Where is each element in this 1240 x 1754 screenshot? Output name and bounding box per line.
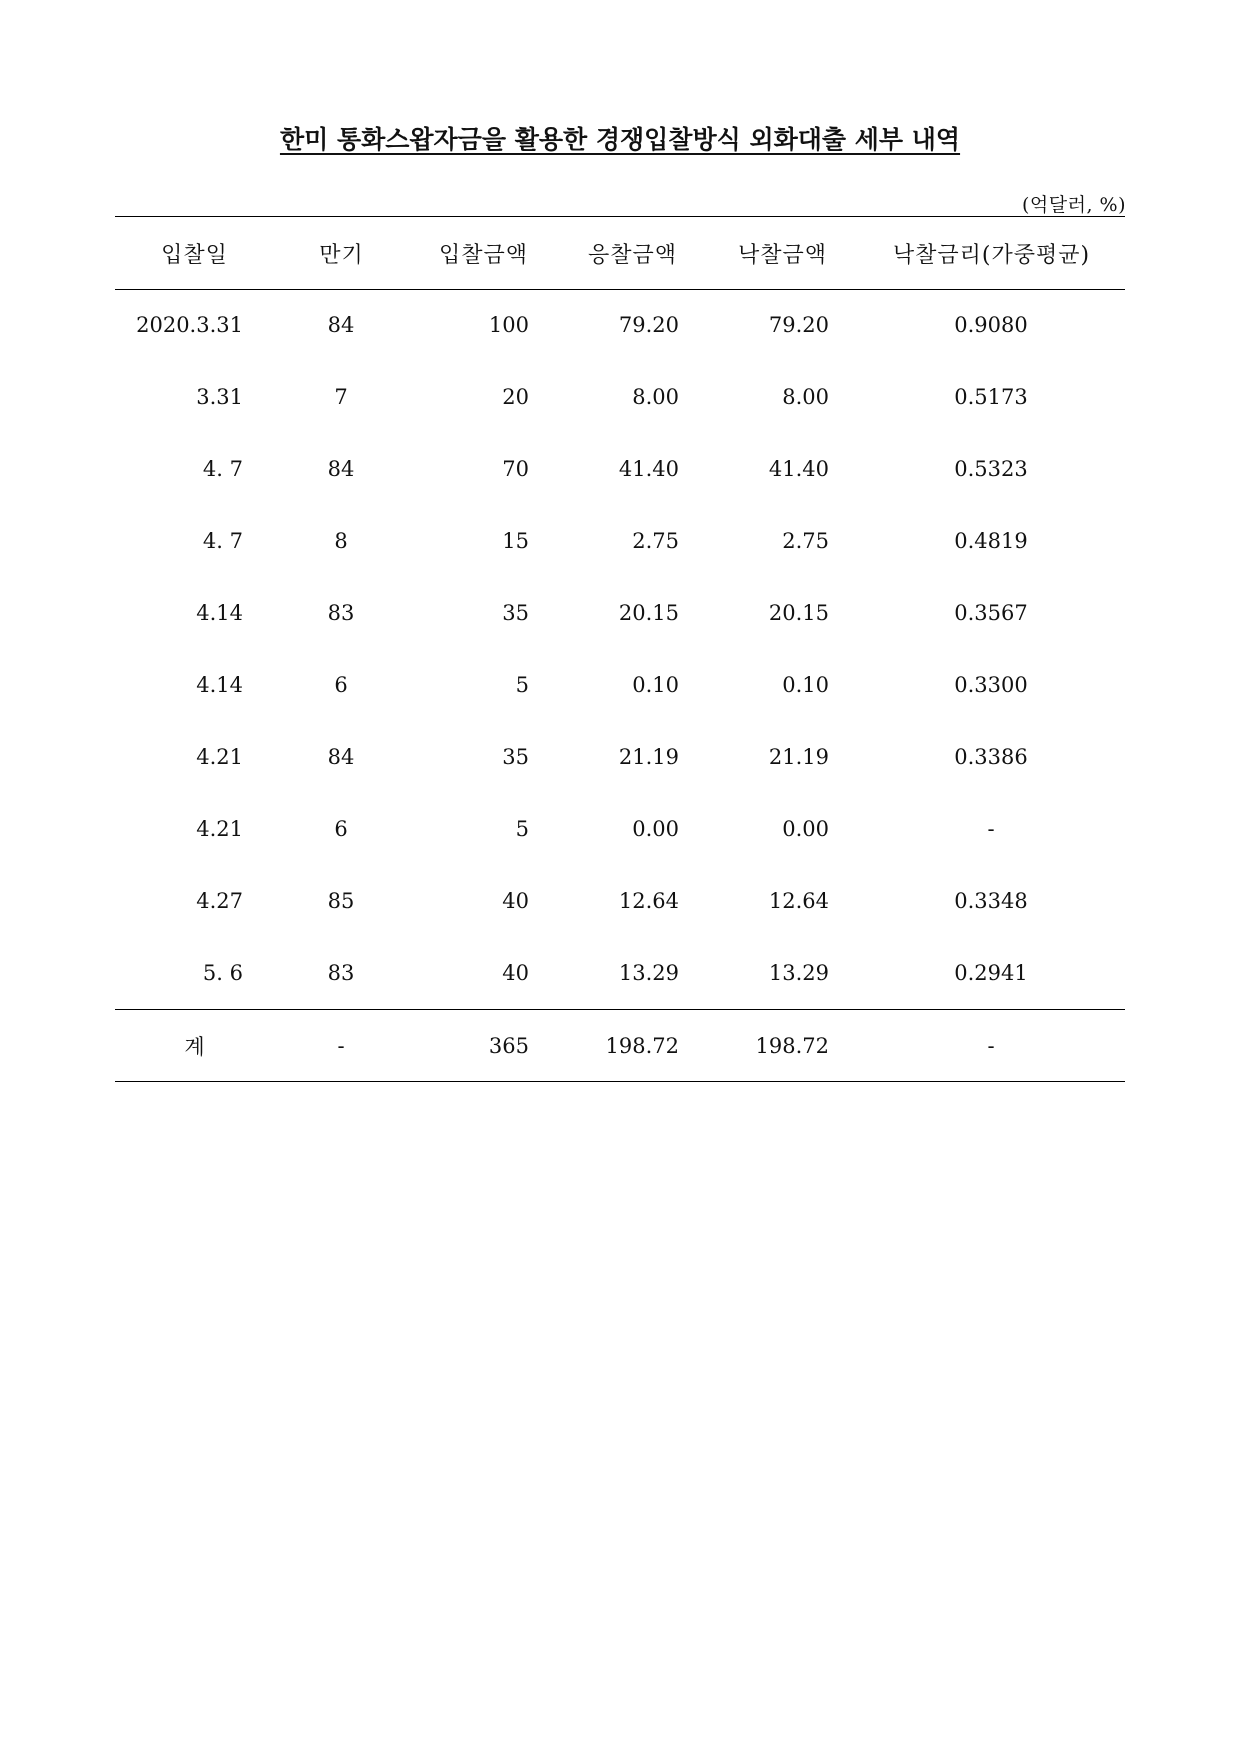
table-cell: 13.29 — [618, 961, 679, 985]
table-cell: 5 — [515, 817, 529, 841]
table-cell: 35 — [502, 745, 529, 769]
total-cell: 계 — [184, 1034, 205, 1059]
table-cell: 40 — [502, 961, 529, 985]
table-cell: 0.4819 — [954, 529, 1028, 553]
table-cell: 4. 7 — [202, 457, 243, 481]
table-cell: 15 — [502, 529, 529, 553]
page-title — [0, 120, 1240, 156]
table-cell: 8 — [334, 529, 348, 553]
table-row — [115, 290, 1125, 362]
table-cell: 5. 6 — [202, 961, 243, 985]
table-row — [115, 361, 1125, 433]
table-cell: 2.75 — [632, 529, 679, 553]
table-cell: 83 — [327, 961, 355, 985]
table-cell: 20 — [502, 385, 529, 409]
table-cell: 6 — [334, 673, 348, 697]
table-cell: 5 — [515, 673, 529, 697]
total-cell: - — [987, 1033, 995, 1058]
total-row — [115, 1010, 1125, 1082]
table-cell: - — [987, 817, 995, 841]
table-row — [115, 865, 1125, 937]
table-cell: 0.10 — [632, 673, 679, 697]
table-cell: 0.10 — [782, 673, 829, 697]
unit-label: (억달러, %) — [1021, 194, 1126, 216]
table-cell: 12.64 — [618, 889, 679, 913]
table-cell: 79.20 — [618, 313, 679, 337]
table-cell: 2.75 — [782, 529, 829, 553]
table-cell: 0.3348 — [954, 889, 1028, 913]
table-cell: 84 — [327, 457, 355, 481]
table-cell: 21.19 — [618, 745, 679, 769]
table-cell: 4.14 — [196, 673, 243, 697]
table-cell: 2020.3.31 — [136, 313, 243, 337]
table-cell: 6 — [334, 817, 348, 841]
title-text: 한미 통화스왑자금을 활용한 경쟁입찰방식 외화대출 세부 내역 — [279, 125, 961, 154]
table-cell: 84 — [327, 313, 355, 337]
table-cell: 83 — [327, 601, 355, 625]
column-header: 낙찰금리(가중평균) — [892, 242, 1091, 268]
total-cell: 198.72 — [755, 1033, 829, 1058]
table-cell: 20.15 — [618, 601, 679, 625]
table-row — [115, 649, 1125, 721]
table-cell: 41.40 — [618, 457, 679, 481]
table-cell: 0.5173 — [954, 385, 1028, 409]
column-header: 만기 — [319, 242, 364, 268]
column-header: 입찰일 — [161, 242, 228, 268]
table-cell: 40 — [502, 889, 529, 913]
table-cell: 0.00 — [782, 817, 829, 841]
table-row — [115, 505, 1125, 577]
table-cell: 3.31 — [196, 385, 243, 409]
table-cell: 4.14 — [196, 601, 243, 625]
table-cell: 0.3300 — [954, 673, 1028, 697]
bid-table — [115, 216, 1125, 1082]
total-cell: 198.72 — [605, 1033, 679, 1058]
table-cell: 4.21 — [196, 745, 243, 769]
table-cell: 41.40 — [768, 457, 829, 481]
total-cell: 365 — [488, 1033, 529, 1058]
table-row — [115, 937, 1125, 1010]
table-cell: 4.27 — [196, 889, 243, 913]
table-cell: 13.29 — [768, 961, 829, 985]
table-cell: 20.15 — [768, 601, 829, 625]
table-cell: 4.21 — [196, 817, 243, 841]
table-cell: 85 — [327, 889, 355, 913]
table-cell: 100 — [488, 313, 529, 337]
table-row — [115, 577, 1125, 649]
table-cell: 8.00 — [782, 385, 829, 409]
table-cell: 7 — [334, 385, 348, 409]
table-cell: 0.5323 — [954, 457, 1028, 481]
table-cell: 21.19 — [768, 745, 829, 769]
column-header: 낙찰금액 — [737, 242, 827, 268]
table-cell: 4. 7 — [202, 529, 243, 553]
table-cell: 0.00 — [632, 817, 679, 841]
total-cell: - — [337, 1033, 345, 1058]
table-cell: 70 — [502, 457, 529, 481]
header-row — [115, 217, 1125, 290]
table-cell: 12.64 — [768, 889, 829, 913]
table-cell: 84 — [327, 745, 355, 769]
table-cell: 0.3386 — [954, 745, 1028, 769]
table-cell: 35 — [502, 601, 529, 625]
column-header: 입찰금액 — [438, 242, 528, 268]
table-cell: 79.20 — [768, 313, 829, 337]
table-cell: 0.9080 — [954, 313, 1028, 337]
table-row — [115, 793, 1125, 865]
table-cell: 8.00 — [632, 385, 679, 409]
table-cell: 0.3567 — [954, 601, 1028, 625]
table-cell: 0.2941 — [954, 961, 1028, 985]
column-header: 응찰금액 — [587, 242, 677, 268]
table-row — [115, 721, 1125, 793]
table-row — [115, 433, 1125, 505]
